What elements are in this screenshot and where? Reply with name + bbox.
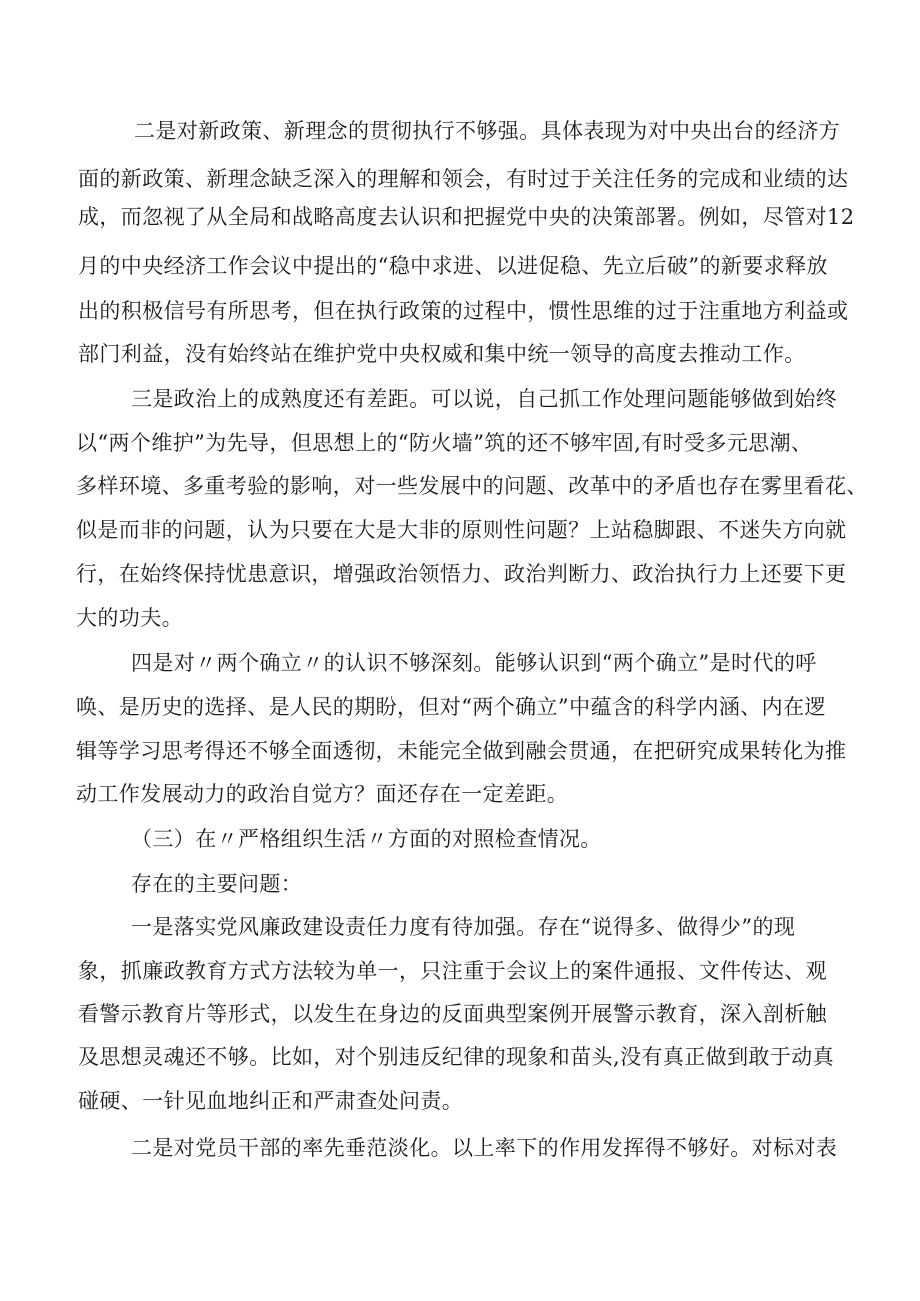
paragraph-line: 成，而忽视了从全局和战略高度去认识和把握党中央的决策部署。例如，尽管对12 [78,205,855,229]
paragraph-line: 面的新政策、新理念缺乏深入的理解和领会，有时过于关注任务的完成和业绩的达 [78,167,849,191]
paragraph-line: 出的积极信号有所思考，但在执行政策的过程中，惯性思维的过于注重地方利益或 [78,299,849,323]
paragraph-line: 似是而非的问题，认为只要在大是大非的原则性问题？上站稳脚跟、不迷失方向就 [76,518,847,542]
paragraph-line: 一是落实党风廉政建设责任力度有待加强。存在“说得多、做得少”的现 [131,915,796,939]
paragraph-line: 大的功夫。 [76,606,183,630]
paragraph-line: 唤、是历史的选择、是人民的期盼，但对“两个确立”中蕴含的科学内涵、内在逻 [76,695,826,719]
paragraph-line: 辑等学习思考得还不够全面透彻，未能完全做到融会贯通，在把研究成果转化为推 [76,739,847,763]
paragraph-line: 二是对党员干部的率先垂范淡化。以上率下的作用发挥得不够好。对标对表 [131,1136,838,1160]
paragraph-line: 二是对新政策、新理念的贯彻执行不够强。具体表现为对中央出台的经济方 [134,119,841,143]
paragraph-line: 看警示教育片等形式，以发生在身边的反面典型案例开展警示教育，深入剖析触 [78,1002,827,1026]
paragraph-line: 及思想灵魂还不够。比如，对个别违反纪律的现象和苗头,没有真正做到敢于动真 [78,1045,835,1069]
subheading: 存在的主要问题： [131,872,303,896]
paragraph-line: 象，抓廉政教育方式方法较为单一，只注重于会议上的案件通报、文件传达、观 [78,959,827,983]
paragraph-line: 动工作发展动力的政治自觉方？面还存在一定差距。 [76,782,569,806]
paragraph-line: 三是政治上的成熟度还有差距。可以说，自己抓工作处理问题能够做到始终 [131,387,838,411]
paragraph-line: 多样环境、多重考验的影响，对一些发展中的问题、改革中的矛盾也存在雾里看花、 [76,474,868,498]
section-heading: （三）在〃严格组织生活〃方面的对照检查情况。 [131,827,602,851]
paragraph-line: 行，在始终保持忧患意识，增强政治领悟力、政治判断力、政治执行力上还要下更 [76,562,847,586]
paragraph-line: 月的中央经济工作会议中提出的“稳中求进、以进促稳、先立后破”的新要求释放 [78,254,828,278]
paragraph-line: 碰硬、一针见血地纠正和严肃查处问责。 [78,1089,464,1113]
paragraph-line: 四是对〃两个确立〃的认识不够深刻。能够认识到“两个确立”是时代的呼 [131,651,817,675]
paragraph-line: 以“两个维护”为先导，但思想上的“防火墙”筑的还不够牢固,有时受多元思潮、 [76,431,813,455]
paragraph-line: 部门利益，没有始终站在维护党中央权威和集中统一领导的高度去推动工作。 [78,342,806,366]
